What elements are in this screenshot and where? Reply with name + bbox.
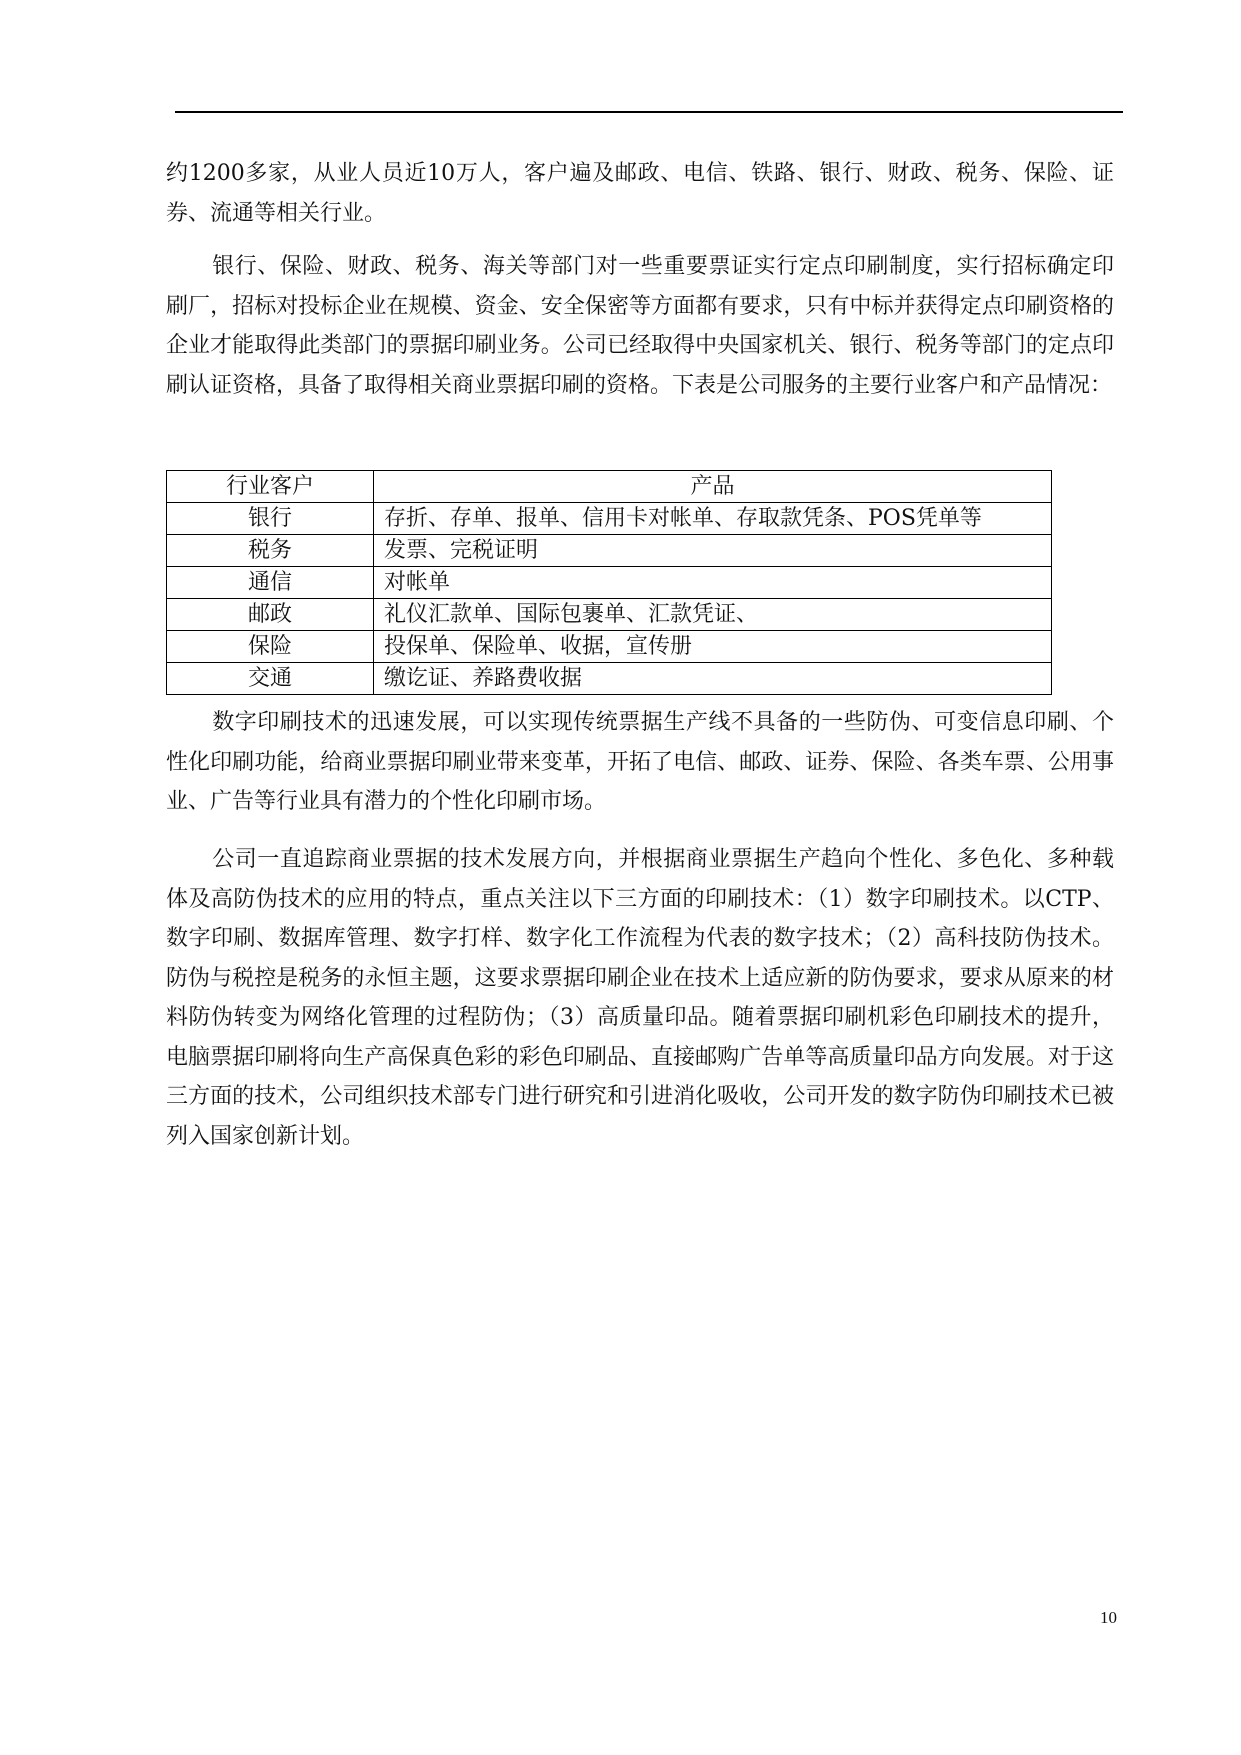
cell-product: 礼仪汇款单、国际包裹单、汇款凭证、 <box>374 599 1052 631</box>
table-row <box>167 535 1052 567</box>
table-row <box>167 631 1052 663</box>
paragraph-1: 约1200多家，从业人员近10万人，客户遍及邮政、电信、铁路、银行、财政、税务、保险、证券、流通等相关行业。 <box>166 161 1114 226</box>
cell-industry: 交通 <box>167 663 374 695</box>
table-row <box>167 663 1052 695</box>
paragraph-4: 公司一直追踪商业票据的技术发展方向，并根据商业票据生产趋向个性化、多色化、多种载体及高防伪技术的应用的特点，重点关注以下三方面的印刷技术：（1）数字印刷技术。以CTP、数字印刷、数据库管理、数字打样、数字化工作流程为代表的数字技术；（2）高科技防伪技术。防伪与税控是税务的永恒主题，这要求票据印刷企业在技术上适应新的防伪要求，要求从原来的材料防伪转变为网络化管理的过程防伪；（3）高质量印品。随着票据印刷机彩色印刷技术的提升，电脑票据印刷将向生产高保真色彩的彩色印刷品、直接邮购广告单等高质量印品方向发展。对于这三方面的技术，公司组织技术部专门进行研究和引进消化吸收，公司开发的数字防伪印刷技术已被列入国家创新计划。 <box>166 847 1114 1149</box>
header-product: 产品 <box>374 471 1052 503</box>
cell-product: 发票、完税证明 <box>374 535 1052 567</box>
cell-industry: 税务 <box>167 535 374 567</box>
cell-industry: 通信 <box>167 567 374 599</box>
table-row <box>167 503 1052 535</box>
table-row <box>167 599 1052 631</box>
table-row <box>167 567 1052 599</box>
cell-industry: 邮政 <box>167 599 374 631</box>
cell-industry: 银行 <box>167 503 374 535</box>
cell-product: 投保单、保险单、收据，宣传册 <box>374 631 1052 663</box>
page-number: 10 <box>1100 1608 1117 1627</box>
cell-product: 对帐单 <box>374 567 1052 599</box>
table-header-row <box>167 471 1052 503</box>
cell-industry: 保险 <box>167 631 374 663</box>
header-rule <box>175 111 1123 113</box>
cell-product: 存折、存单、报单、信用卡对帐单、存取款凭条、POS凭单等 <box>374 503 1052 535</box>
header-industry: 行业客户 <box>167 471 374 503</box>
paragraph-2: 银行、保险、财政、税务、海关等部门对一些重要票证实行定点印刷制度，实行招标确定印刷厂，招标对投标企业在规模、资金、安全保密等方面都有要求，只有中标并获得定点印刷资格的企业才能取得此类部门的票据印刷业务。公司已经取得中央国家机关、银行、税务等部门的定点印刷认证资格，具备了取得相关商业票据印刷的资格。下表是公司服务的主要行业客户和产品情况： <box>166 254 1114 398</box>
clients-table <box>166 470 1052 695</box>
paragraph-3: 数字印刷技术的迅速发展，可以实现传统票据生产线不具备的一些防伪、可变信息印刷、个性化印刷功能，给商业票据印刷业带来变革，开拓了电信、邮政、证券、保险、各类车票、公用事业、广告等行业具有潜力的个性化印刷市场。 <box>166 710 1114 814</box>
cell-product: 缴讫证、养路费收据 <box>374 663 1052 695</box>
